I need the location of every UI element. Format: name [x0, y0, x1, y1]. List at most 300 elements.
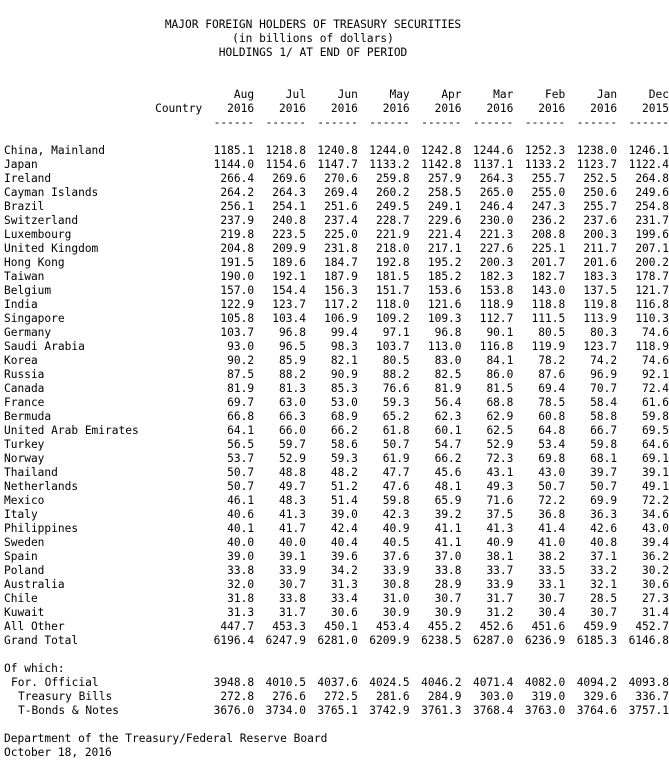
holding-value: 31.7	[486, 592, 514, 605]
holding-value: 86.0	[486, 368, 514, 381]
country-name: Kuwait	[4, 606, 45, 619]
header-month: Jul	[285, 88, 306, 101]
holding-value: 110.3	[635, 312, 669, 325]
holding-value: 246.4	[479, 200, 514, 213]
holding-value: 72.3	[486, 452, 514, 465]
breakdown-value: 276.6	[272, 690, 306, 703]
holding-value: 48.8	[279, 466, 306, 479]
holding-value: 48.3	[279, 494, 306, 507]
header-underline: ------	[524, 116, 566, 129]
holding-value: 255.0	[531, 186, 566, 199]
holding-value: 1244.0	[369, 144, 410, 157]
holding-value: 41.1	[434, 536, 462, 549]
holding-value: 53.7	[227, 452, 255, 465]
holding-value: 153.8	[479, 284, 514, 297]
holding-value: 62.3	[434, 410, 462, 423]
report-subtitle-units: (in billions of dollars)	[232, 32, 394, 45]
country-name: Hong Kong	[4, 256, 65, 269]
holding-value: 56.5	[227, 438, 255, 451]
holding-value: 109.3	[427, 312, 462, 325]
country-name: Luxembourg	[4, 228, 72, 241]
holding-value: 31.8	[227, 592, 255, 605]
breakdown-value: 272.8	[220, 690, 255, 703]
breakdown-value: 303.0	[479, 690, 514, 703]
holding-value: 50.7	[227, 480, 255, 493]
holding-value: 37.6	[382, 550, 410, 563]
holding-value: 42.3	[382, 508, 410, 521]
holding-value: 39.6	[330, 550, 358, 563]
holding-value: 58.4	[590, 396, 618, 409]
holding-value: 42.6	[590, 522, 618, 535]
holding-value: 33.9	[382, 564, 410, 577]
table-row	[4, 158, 669, 172]
holding-value: 40.1	[227, 522, 255, 535]
country-name: China, Mainland	[4, 144, 106, 157]
holding-value: 223.5	[272, 228, 306, 241]
header-year: 2016	[330, 102, 358, 115]
holding-value: 38.2	[538, 550, 566, 563]
header-year: 2016	[279, 102, 306, 115]
holding-value: 229.6	[427, 214, 462, 227]
country-name: All Other	[4, 620, 65, 633]
holding-value: 81.9	[434, 382, 462, 395]
table-row	[4, 354, 669, 368]
holding-value: 204.8	[220, 242, 255, 255]
holding-value: 60.8	[538, 410, 566, 423]
holding-value: 69.1	[642, 452, 669, 465]
table-row	[4, 690, 669, 704]
holding-value: 103.4	[272, 312, 306, 325]
table-row	[4, 578, 669, 592]
country-name: Cayman Islands	[4, 186, 99, 199]
holding-value: 33.9	[486, 578, 514, 591]
holding-value: 40.6	[227, 508, 255, 521]
holding-value: 71.6	[486, 494, 514, 507]
holding-value: 30.7	[279, 578, 306, 591]
holding-value: 59.8	[642, 410, 669, 423]
holding-value: 88.2	[382, 368, 410, 381]
holding-value: 96.8	[279, 326, 306, 339]
holding-value: 36.2	[642, 550, 669, 563]
holding-value: 6287.0	[472, 634, 514, 647]
holding-value: 82.1	[330, 354, 358, 367]
holding-value: 51.2	[330, 480, 358, 493]
header-month-row	[4, 88, 669, 102]
holding-value: 68.9	[330, 410, 358, 423]
holding-value: 137.5	[583, 284, 618, 297]
breakdown-value: 281.6	[375, 690, 410, 703]
holding-value: 184.7	[324, 256, 358, 269]
holding-value: 96.5	[279, 340, 306, 353]
holding-value: 72.4	[642, 382, 669, 395]
country-name: Chile	[4, 592, 38, 605]
holding-value: 60.1	[434, 424, 462, 437]
country-name: Spain	[4, 550, 38, 563]
holding-value: 59.3	[330, 452, 358, 465]
holding-value: 123.7	[272, 298, 306, 311]
holding-value: 56.4	[434, 396, 462, 409]
holding-value: 228.7	[375, 214, 410, 227]
holding-value: 64.8	[538, 424, 566, 437]
table-row	[4, 256, 669, 270]
breakdown-value: 3948.8	[213, 676, 255, 689]
holding-value: 37.1	[590, 550, 618, 563]
table-row	[4, 480, 669, 494]
holding-value: 39.1	[279, 550, 306, 563]
holding-value: 97.1	[382, 326, 410, 339]
holding-value: 59.8	[382, 494, 410, 507]
holding-value: 113.9	[583, 312, 618, 325]
holding-value: 47.6	[382, 480, 410, 493]
holding-value: 118.9	[479, 298, 514, 311]
holding-value: 49.3	[486, 480, 514, 493]
header-blank	[4, 88, 202, 102]
holding-value: 6196.4	[213, 634, 255, 647]
holding-value: 65.2	[382, 410, 410, 423]
table-row	[4, 592, 669, 606]
holding-value: 256.1	[220, 200, 255, 213]
holding-value: 190.0	[220, 270, 255, 283]
holding-value: 255.7	[583, 200, 618, 213]
holding-value: 58.8	[590, 410, 618, 423]
holding-value: 81.5	[486, 382, 514, 395]
table-row	[4, 214, 669, 228]
holding-value: 153.6	[427, 284, 462, 297]
holding-value: 43.0	[538, 466, 566, 479]
country-name: Poland	[4, 564, 45, 577]
holding-value: 31.3	[330, 578, 358, 591]
holding-value: 6146.8	[628, 634, 669, 647]
holding-value: 36.8	[538, 508, 566, 521]
holding-value: 41.1	[434, 522, 462, 535]
table-row	[4, 466, 669, 480]
holding-value: 39.0	[330, 508, 358, 521]
header-underline: ------	[628, 116, 669, 129]
holding-value: 80.5	[538, 326, 566, 339]
holding-value: 40.9	[486, 536, 514, 549]
table-row	[4, 270, 669, 284]
holding-value: 53.0	[330, 396, 358, 409]
country-name: Australia	[4, 578, 65, 591]
holding-value: 200.3	[479, 256, 514, 269]
holding-value: 452.6	[479, 620, 514, 633]
holding-value: 61.8	[382, 424, 410, 437]
release-date: October 18, 2016	[4, 746, 112, 759]
table-row	[4, 410, 669, 424]
holding-value: 66.3	[279, 410, 306, 423]
holding-value: 231.8	[324, 242, 358, 255]
table-row	[4, 200, 669, 214]
header-underline: ------	[472, 116, 514, 129]
table-row	[4, 620, 669, 634]
holding-value: 69.8	[538, 452, 566, 465]
holding-value: 236.2	[531, 214, 566, 227]
holding-value: 87.6	[538, 368, 566, 381]
holding-value: 30.7	[590, 606, 618, 619]
report-subtitle-holdings: HOLDINGS 1/ AT END OF PERIOD	[218, 46, 408, 59]
holding-value: 257.9	[427, 172, 462, 185]
holding-value: 40.4	[330, 536, 358, 549]
header-month: May	[389, 88, 410, 101]
country-name: Korea	[4, 354, 38, 367]
table-row	[4, 676, 669, 690]
holding-value: 183.3	[583, 270, 618, 283]
holding-value: 154.4	[272, 284, 306, 297]
holding-value: 45.6	[434, 466, 462, 479]
holding-value: 66.0	[279, 424, 306, 437]
holding-value: 450.1	[324, 620, 358, 633]
holdings-table	[4, 88, 669, 718]
holding-value: 260.2	[375, 186, 410, 199]
holding-value: 111.5	[531, 312, 566, 325]
holding-value: 39.4	[642, 536, 669, 549]
breakdown-name: T-Bonds & Notes	[18, 704, 120, 717]
holding-value: 90.2	[227, 354, 255, 367]
holding-value: 459.9	[583, 620, 618, 633]
holding-value: 90.1	[486, 326, 514, 339]
holding-value: 68.8	[486, 396, 514, 409]
header-month: Apr	[441, 88, 462, 101]
breakdown-value: 3763.0	[524, 704, 566, 717]
table-row	[4, 452, 669, 466]
table-row	[4, 242, 669, 256]
country-name: Brazil	[4, 200, 45, 213]
header-month: Jan	[596, 88, 618, 101]
holding-value: 182.7	[531, 270, 566, 283]
holding-value: 30.4	[538, 606, 566, 619]
source-note: Department of the Treasury/Federal Reserve Board	[4, 732, 328, 745]
holding-value: 33.5	[538, 564, 566, 577]
holding-value: 1244.6	[472, 144, 514, 157]
holding-value: 34.2	[330, 564, 358, 577]
header-underline: ------	[265, 116, 306, 129]
holding-value: 30.8	[382, 578, 410, 591]
holding-value: 447.7	[220, 620, 255, 633]
country-name: Saudi Arabia	[4, 340, 85, 353]
holding-value: 53.4	[538, 438, 566, 451]
holding-value: 81.3	[279, 382, 306, 395]
holding-value: 30.9	[434, 606, 462, 619]
holding-value: 39.2	[434, 508, 462, 521]
holding-value: 61.9	[382, 452, 410, 465]
holding-value: 34.6	[642, 508, 669, 521]
holding-value: 451.6	[531, 620, 566, 633]
holding-value: 64.1	[227, 424, 255, 437]
table-row	[4, 522, 669, 536]
holding-value: 39.1	[642, 466, 669, 479]
holding-value: 181.5	[375, 270, 410, 283]
holding-value: 85.9	[279, 354, 306, 367]
holding-value: 88.2	[279, 368, 306, 381]
table-row	[4, 424, 669, 438]
holding-value: 254.1	[272, 200, 306, 213]
holding-value: 258.5	[427, 186, 462, 199]
holding-value: 119.8	[583, 298, 618, 311]
holding-value: 92.1	[642, 368, 669, 381]
breakdown-value: 4093.8	[628, 676, 669, 689]
spacer-row	[4, 130, 669, 144]
country-name: Mexico	[4, 494, 45, 507]
header-month: Jun	[337, 88, 358, 101]
holding-value: 50.7	[382, 438, 410, 451]
holding-value: 1238.0	[576, 144, 618, 157]
holding-value: 453.4	[375, 620, 410, 633]
holding-value: 1246.1	[628, 144, 669, 157]
holding-value: 82.5	[434, 368, 462, 381]
holding-value: 96.9	[590, 368, 618, 381]
holding-value: 1123.7	[576, 158, 618, 171]
holding-value: 192.1	[272, 270, 306, 283]
country-name: Taiwan	[4, 270, 45, 283]
header-month: Mar	[493, 88, 514, 101]
holding-value: 64.6	[642, 438, 669, 451]
country-name: Germany	[4, 326, 52, 339]
holding-value: 1240.8	[317, 144, 358, 157]
holding-value: 58.6	[330, 438, 358, 451]
table-row	[4, 382, 669, 396]
holding-value: 225.0	[324, 228, 358, 241]
holding-value: 195.2	[427, 256, 462, 269]
holding-value: 182.3	[479, 270, 514, 283]
holding-value: 1122.4	[628, 158, 669, 171]
holding-value: 221.4	[427, 228, 462, 241]
country-column-header: Country	[155, 102, 203, 115]
breakdown-value: 4094.2	[576, 676, 618, 689]
holding-value: 453.3	[272, 620, 306, 633]
breakdown-value: 4071.4	[472, 676, 514, 689]
holding-value: 30.6	[330, 606, 358, 619]
header-underline: ------	[421, 116, 462, 129]
holding-value: 219.8	[220, 228, 255, 241]
holding-value: 6281.0	[317, 634, 358, 647]
holding-value: 270.6	[324, 172, 358, 185]
spacer-row	[4, 648, 669, 662]
holding-value: 66.7	[590, 424, 618, 437]
of-which-row	[4, 662, 669, 676]
holding-value: 118.8	[531, 298, 566, 311]
holding-value: 218.0	[375, 242, 410, 255]
holding-value: 452.7	[635, 620, 669, 633]
table-row	[4, 368, 669, 382]
holding-value: 237.9	[220, 214, 255, 227]
table-row	[4, 438, 669, 452]
country-name: United Kingdom	[4, 242, 99, 255]
holding-value: 30.6	[642, 578, 669, 591]
country-name: Switzerland	[4, 214, 79, 227]
holding-value: 1242.8	[421, 144, 462, 157]
holding-value: 38.1	[486, 550, 514, 563]
holding-value: 51.4	[330, 494, 358, 507]
holding-value: 70.7	[590, 382, 618, 395]
holding-value: 32.0	[227, 578, 255, 591]
holding-value: 259.8	[375, 172, 410, 185]
holding-value: 68.1	[590, 452, 618, 465]
holding-value: 269.4	[324, 186, 358, 199]
header-month: Dec	[648, 88, 669, 101]
header-underline: ------	[317, 116, 358, 129]
holding-value: 252.5	[583, 172, 618, 185]
holding-value: 40.0	[279, 536, 306, 549]
header-month: Aug	[233, 88, 255, 101]
holding-value: 62.5	[486, 424, 514, 437]
table-row	[4, 508, 669, 522]
holding-value: 116.8	[635, 298, 669, 311]
holding-value: 191.5	[220, 256, 255, 269]
holding-value: 455.2	[427, 620, 462, 633]
holding-value: 33.8	[279, 592, 306, 605]
holding-value: 237.4	[324, 214, 358, 227]
holding-value: 33.2	[590, 564, 618, 577]
holding-value: 49.1	[642, 480, 669, 493]
country-name: Canada	[4, 382, 45, 395]
country-name: Netherlands	[4, 480, 79, 493]
holding-value: 264.8	[635, 172, 669, 185]
holding-value: 231.7	[635, 214, 669, 227]
holding-value: 74.6	[642, 354, 669, 367]
holding-value: 66.2	[434, 452, 462, 465]
breakdown-value: 3768.4	[472, 704, 514, 717]
holding-value: 40.8	[590, 536, 618, 549]
holding-value: 255.7	[531, 172, 566, 185]
breakdown-value: 3734.0	[265, 704, 306, 717]
holding-value: 217.1	[427, 242, 462, 255]
holding-value: 31.2	[486, 606, 514, 619]
holding-value: 50.7	[590, 480, 618, 493]
holding-value: 230.0	[479, 214, 514, 227]
breakdown-value: 4082.0	[524, 676, 566, 689]
holding-value: 48.1	[434, 480, 462, 493]
breakdown-value: 329.6	[583, 690, 618, 703]
holding-value: 264.3	[272, 186, 306, 199]
holding-value: 121.7	[635, 284, 669, 297]
holding-value: 266.4	[220, 172, 255, 185]
header-blank	[4, 116, 202, 130]
holding-value: 208.8	[531, 228, 566, 241]
holding-value: 237.6	[583, 214, 618, 227]
country-name: Grand Total	[4, 634, 79, 647]
holding-value: 78.5	[538, 396, 566, 409]
holding-value: 61.6	[642, 396, 669, 409]
breakdown-value: 272.5	[324, 690, 358, 703]
holding-value: 87.5	[227, 368, 255, 381]
breakdown-value: 3676.0	[213, 704, 255, 717]
breakdown-value: 3757.1	[628, 704, 669, 717]
header-underline: ------	[576, 116, 618, 129]
holding-value: 251.6	[324, 200, 358, 213]
holding-value: 211.7	[583, 242, 618, 255]
table-row	[4, 298, 669, 312]
holding-value: 1133.2	[524, 158, 566, 171]
holding-value: 249.5	[375, 200, 410, 213]
holding-value: 30.7	[434, 592, 462, 605]
holding-value: 28.5	[590, 592, 618, 605]
breakdown-value: 4010.5	[265, 676, 306, 689]
holding-value: 59.7	[279, 438, 306, 451]
holding-value: 36.3	[590, 508, 618, 521]
holding-value: 72.2	[642, 494, 669, 507]
holding-value: 209.9	[272, 242, 306, 255]
of-which-label: Of which:	[4, 662, 65, 675]
holding-value: 112.7	[479, 312, 514, 325]
holding-value: 69.9	[590, 494, 618, 507]
holding-value: 54.7	[434, 438, 462, 451]
holding-value: 105.8	[220, 312, 255, 325]
holding-value: 247.3	[531, 200, 566, 213]
holding-value: 69.7	[227, 396, 255, 409]
table-row	[4, 172, 669, 186]
holding-value: 31.0	[382, 592, 410, 605]
holding-value: 192.8	[375, 256, 410, 269]
